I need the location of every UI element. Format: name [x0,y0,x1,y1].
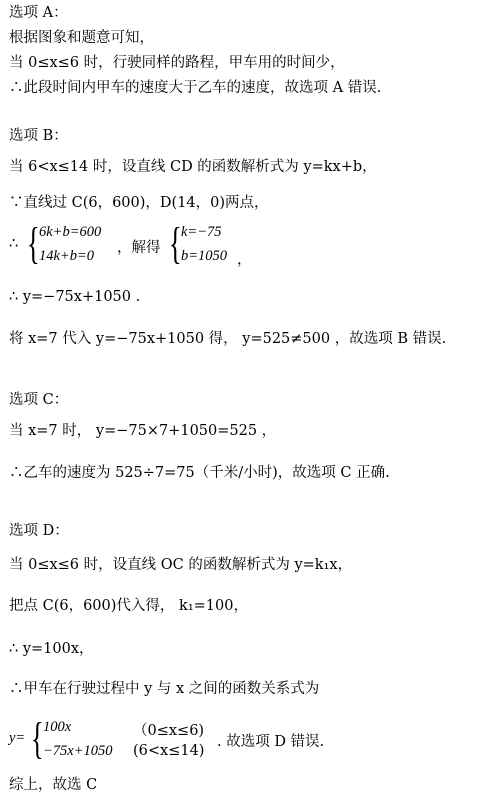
option-b-line-5: 将 x=7 代入 y=−75x+1050 得， y=525≠500 ，故选项 B 错误. [9,331,447,347]
solve-label: ，解得 [117,240,161,256]
option-a-line-2: 当 0≤x≤6 时，行驶同样的路程，甲车用的时间少， [9,55,345,71]
comma: ， [237,252,252,268]
option-a-line-3: ∴此段时间内甲车的速度大于乙车的速度，故选项 A 错误. [9,80,382,96]
left-brace-icon: { [169,219,182,268]
option-b-line-4: ∴ y=−75x+1050 . [9,289,141,305]
solution-2: b=1050 [181,248,228,264]
piece-1-condition: （0≤x≤6) [133,723,205,739]
option-d-line-3: ∴ y=100x， [9,641,94,657]
system-equation-2: 14k+b=0 [39,248,95,264]
piece-2-expression: −75x+1050 [43,743,113,759]
option-b-title: 选项 B： [9,128,68,144]
therefore-symbol: ∴ [9,236,19,252]
option-a-line-1: 根据图象和题意可知， [9,30,154,46]
option-c-title: 选项 C： [9,392,69,408]
final-conclusion: 综上，故选 C [9,777,98,793]
solution-1: k=−75 [181,224,222,240]
left-brace-icon: { [27,219,40,268]
option-b-line-1: 当 6<x≤14 时，设直线 CD 的函数解析式为 y=kx+b， [9,159,377,175]
option-c-line-1: 当 x=7 时， y=−75×7+1050=525 ， [9,423,277,439]
system-equation-1: 6k+b=600 [39,224,102,240]
option-d-line-2: 把点 C(6，600)代入得， k₁=100， [9,598,248,614]
piece-1-expression: 100x [43,719,72,735]
piecewise-function [9,715,409,765]
option-b-equation-system [9,219,309,270]
option-a-title: 选项 A： [9,5,68,21]
option-d-title: 选项 D： [9,523,69,539]
option-c-line-2: ∴乙车的速度为 525÷7=75（千米/小时)，故选项 C 正确. [9,465,390,481]
left-brace-icon: { [31,714,44,763]
piecewise-y-label: y= [9,730,26,746]
option-d-line-4: ∴甲车在行驶过程中 y 与 x 之间的函数关系式为 [9,681,320,697]
option-d-conclusion: . 故选项 D 错误. [217,734,325,750]
option-d-line-1: 当 0≤x≤6 时，设直线 OC 的函数解析式为 y=k₁x， [9,557,353,573]
option-b-line-2: ∵直线过 C(6，600)，D(14，0)两点， [9,195,269,211]
piece-2-condition: (6<x≤14) [133,743,205,759]
